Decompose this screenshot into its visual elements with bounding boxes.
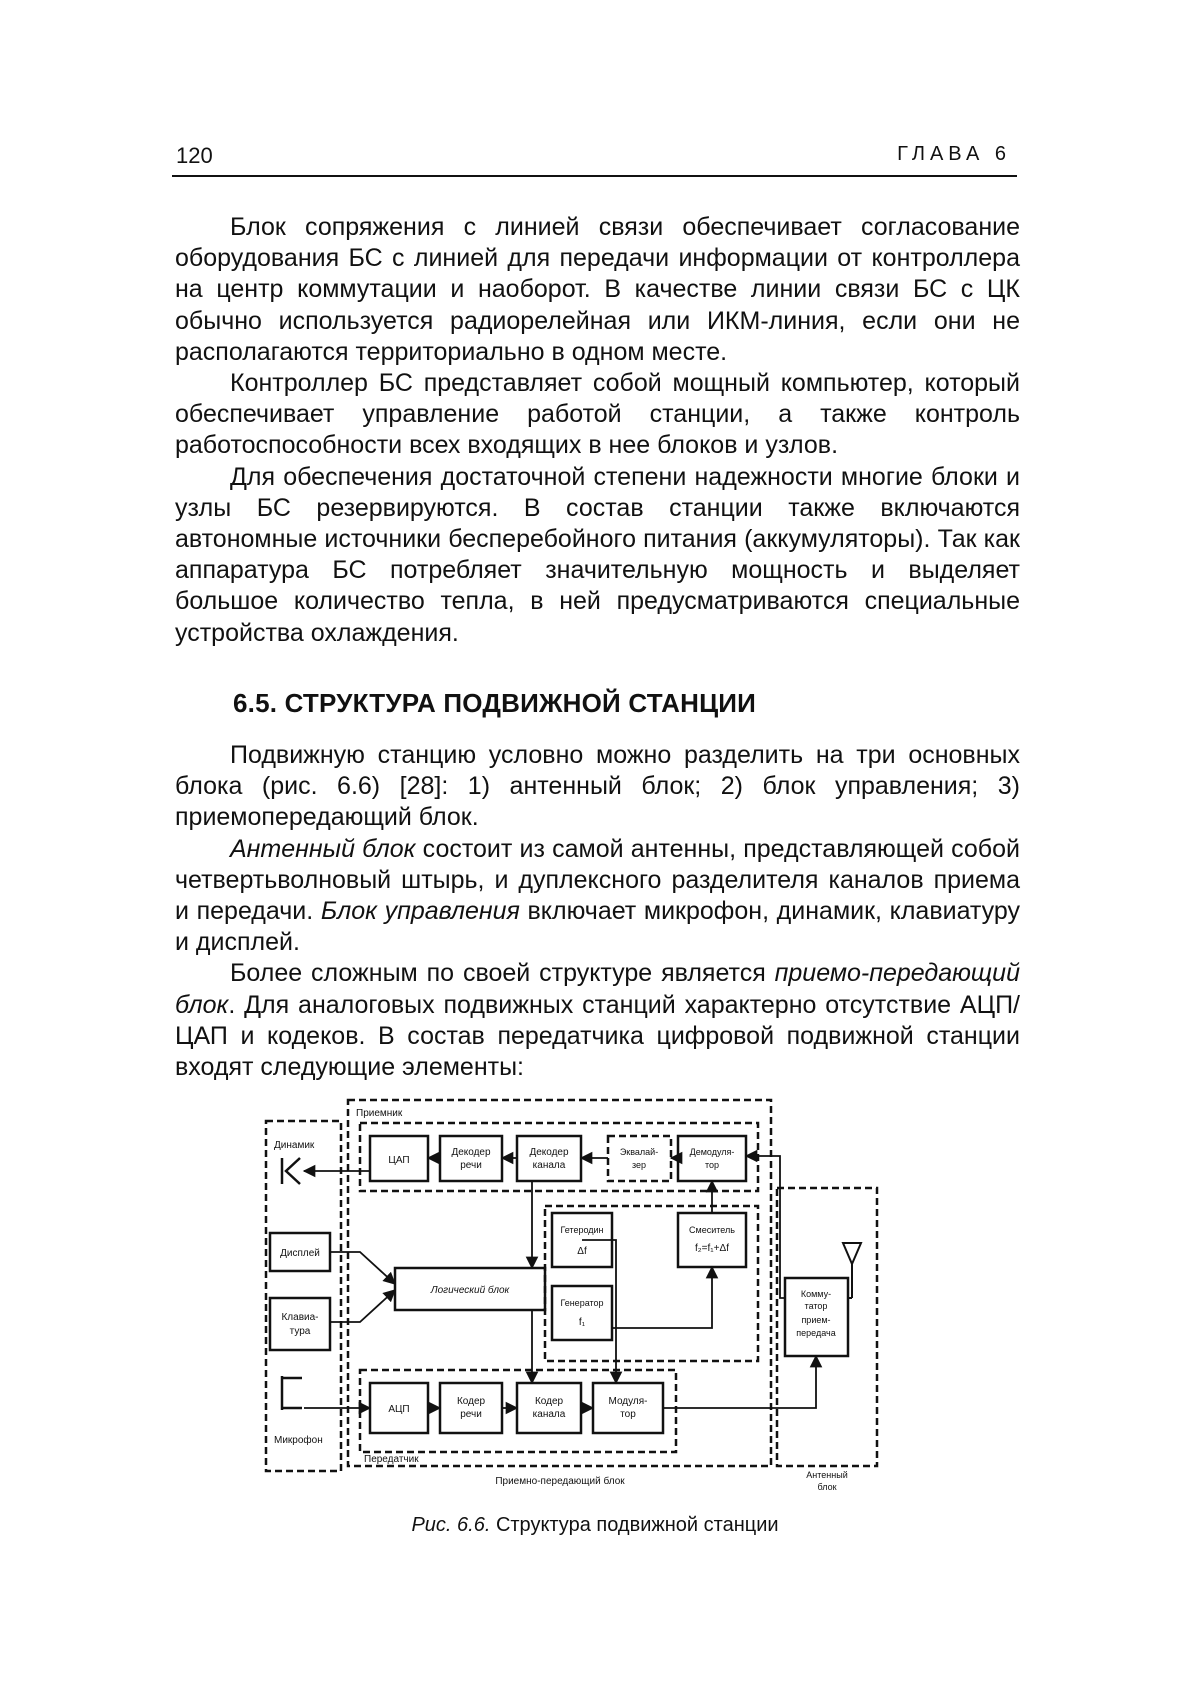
figure-title: Структура подвижной станции xyxy=(490,1514,779,1536)
text-block-bottom xyxy=(175,740,1020,1083)
modulator-label: тор xyxy=(620,1409,636,1420)
heterodyne-label: Δf xyxy=(577,1246,587,1257)
switch-label: передача xyxy=(796,1328,836,1338)
microphone-icon xyxy=(282,1376,302,1410)
mixer-box xyxy=(678,1213,746,1267)
modulator-label: Модуля- xyxy=(608,1396,648,1407)
chapter-label: ГЛАВА 6 xyxy=(897,143,1011,165)
channel-decoder-label: канала xyxy=(532,1160,566,1171)
channel-coder-label: Кодер xyxy=(534,1396,564,1407)
equalizer-label: зер xyxy=(631,1160,647,1170)
demodulator-box xyxy=(678,1136,746,1181)
term-control-block: Блок управления xyxy=(320,897,520,926)
section-heading: 6.5. СТРУКТУРА ПОДВИЖНОЙ СТАНЦИИ xyxy=(233,688,757,718)
equalizer-label: Эквалай- xyxy=(619,1147,659,1157)
paragraph: Контроллер БС представляет собой мощный компьютер, который обеспечивает управление работой станции, а также контроль работоспособности всех входящих в нее блоков и узлов. xyxy=(175,369,1020,460)
speech-decoder-label: речи xyxy=(460,1160,482,1171)
channel-decoder-label: Декодер xyxy=(529,1147,569,1158)
antenna-block-label: блок xyxy=(817,1482,837,1492)
figure-number: Рис. 6.6. xyxy=(411,1514,491,1536)
term-transceiver-block: приемо-передающий блок xyxy=(175,959,1020,1019)
paragraph: Более сложным по своей структуре является приемо-передающий блок. Для аналоговых подвижных станций характерно отсутствие АЦП/ЦАП и кодеков. В состав передатчика цифровой подвижной станции входят следующие элементы: xyxy=(175,959,1020,1082)
paragraph: Антенный блок состоит из самой антенны, представляющей собой четвертьволновый штырь, и дуплексного разделителя каналов приема и передачи. Блок управления включает микрофон, динамик, клавиатуру и дисплей. xyxy=(175,834,1021,957)
adc-label: АЦП xyxy=(388,1404,410,1415)
modulator-box xyxy=(593,1383,663,1433)
paragraph: Подвижную станцию условно можно разделить на три основных блока (рис. 6.6) [28]: 1) антенный блок; 2) блок управления; 3) приемопередающий блок. xyxy=(175,741,1020,832)
switch-label: татор xyxy=(804,1301,828,1311)
demodulator-label: тор xyxy=(704,1160,720,1170)
mobile-station-diagram xyxy=(260,1088,960,1498)
figure-caption xyxy=(0,1514,1190,1537)
switch-label: прием- xyxy=(801,1315,831,1325)
channel-coder-box xyxy=(517,1383,581,1433)
antenna-block-label: Антенный xyxy=(806,1470,848,1480)
demodulator-label: Демодуля- xyxy=(689,1147,735,1157)
channel-decoder-box xyxy=(517,1136,581,1181)
generator-label: Генератор xyxy=(560,1298,604,1308)
speaker-label: Динамик xyxy=(274,1140,315,1151)
diagram-svg xyxy=(260,1088,960,1498)
heterodyne-label: Гетеродин xyxy=(560,1225,604,1235)
control-block-boundary xyxy=(266,1121,341,1471)
speech-coder-label: речи xyxy=(460,1409,482,1420)
page-number: 120 xyxy=(176,143,213,168)
keyboard-label: тура xyxy=(289,1326,311,1337)
speech-decoder-box xyxy=(440,1136,502,1181)
text-block-top xyxy=(175,212,1020,649)
transceiver-block-label: Приемно-передающий блок xyxy=(495,1476,625,1487)
keyboard-label: Клавиа- xyxy=(281,1312,319,1323)
speech-coder-label: Кодер xyxy=(456,1396,486,1407)
generator-label: f₁ xyxy=(578,1317,586,1328)
channel-coder-label: канала xyxy=(532,1409,566,1420)
paragraph: Блок сопряжения с линией связи обеспечивает согласование оборудования БС с линией для передачи информации от контроллера на центр коммутации и наоборот. В качестве линии связи БС с ЦК обычно используется радиорелейная или ИКМ-линия, если они не располагаются территориально в одном месте. xyxy=(175,213,1020,366)
speaker-icon xyxy=(282,1158,300,1184)
mixer-label: f₂=f₁+Δf xyxy=(695,1243,729,1254)
term-antenna-block: Антенный блок xyxy=(230,834,416,863)
antenna-block-boundary xyxy=(777,1188,877,1466)
dac-label: ЦАП xyxy=(388,1155,410,1166)
speech-coder-box xyxy=(440,1383,502,1433)
microphone-label: Микрофон xyxy=(274,1435,323,1446)
speech-decoder-label: Декодер xyxy=(451,1147,491,1158)
antenna-icon xyxy=(843,1243,861,1298)
display-label: Дисплей xyxy=(280,1248,320,1259)
running-header xyxy=(172,143,1017,177)
switch-label: Комму- xyxy=(800,1289,832,1299)
generator-box xyxy=(552,1286,612,1340)
receiver-label: Приемник xyxy=(356,1108,403,1119)
keyboard-box xyxy=(270,1298,330,1350)
mixer-label: Смеситель xyxy=(689,1225,735,1235)
logic-block-label: Логический блок xyxy=(430,1285,510,1296)
transmitter-label: Передатчик xyxy=(364,1454,419,1465)
paragraph: Для обеспечения достаточной степени надежности многие блоки и узлы БС резервируются. В состав станции также включаются автономные источники бесперебойного питания (аккумуляторы). Так как аппаратура БС потребляет значительную мощность и выделяет большое количество тепла, в ней предусматриваются специальные устройства охлаждения. xyxy=(175,462,1020,647)
equalizer-box xyxy=(608,1136,671,1181)
